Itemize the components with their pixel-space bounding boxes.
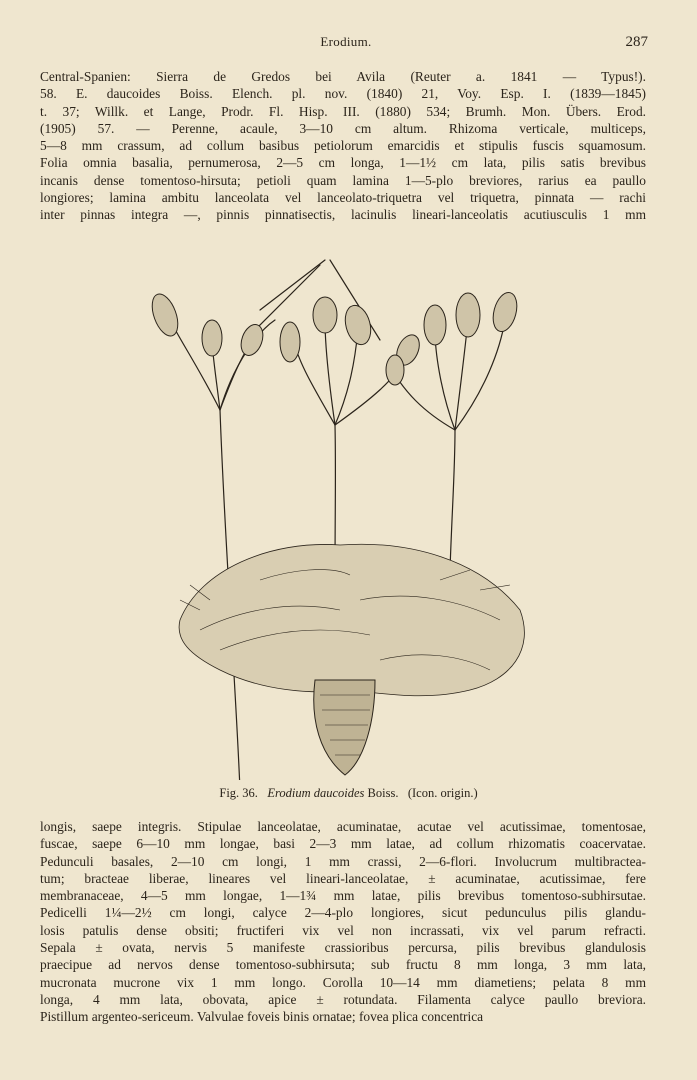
text-line: longis, saepe integris. Stipulae lanceolatae, acuminatae, acutae vel acutissimae, tomentosae, xyxy=(40,819,646,834)
text-line: 58. E. daucoides Boiss. Elench. pl. nov. (1840) 21, Voy. Esp. I. (1839—1845) xyxy=(40,86,646,102)
caption-species: Erodium daucoides xyxy=(267,786,365,800)
caption-label: Fig. 36. xyxy=(219,786,258,800)
caption-source: (Icon. origin.) xyxy=(407,786,478,800)
text-line: Pedunculi basales, 2—10 cm longi, 1 mm crassi, 2—6-flori. Involucrum multibractea- xyxy=(40,853,646,869)
text-line: longa, 4 mm lata, obovata, apice ± rotundata. Filamenta calyce paullo breviora. xyxy=(40,991,646,1007)
text-line: membranaceae, 4—5 mm longae, 1—1¾ mm latae, pilis brevibus tomentoso-subhirsutae. xyxy=(40,888,646,904)
text-line: tum; bracteae liberae, lineares vel lineari-lanceolatae, ± acuminatae, acutissimae, fere xyxy=(40,870,646,886)
text-line: praecipue ad nervos dense tomentoso-subhirsuta; sub fructu 8 mm longa, 3 mm lata, xyxy=(40,957,646,973)
text-line: Pistillum argenteo-sericeum. Valvulae foveis binis ornatae; fovea plica concentrica xyxy=(40,1009,484,1025)
plant-drawing xyxy=(140,250,560,780)
text-line: t. 37; Willk. et Lange, Prodr. Fl. Hisp. III. (1880) 534; Brumh. Mon. Übers. Erod. xyxy=(40,103,646,119)
text-line: 5—8 mm crassum, ad collum basibus petiolorum emarcidis et stipulis fuscis squamosum. xyxy=(40,138,646,154)
caption-author: Boiss. xyxy=(367,786,399,800)
text-line: losis patulis dense obsiti; fructiferi vix vel non incrassati, vix vel parum refracti. xyxy=(40,922,646,938)
text-line: Central-Spanien: Sierra de Gredos bei Avila (Reuter a. 1841 — Typus!). xyxy=(40,69,646,84)
figure-caption xyxy=(0,786,697,801)
paragraph-top xyxy=(40,68,646,224)
text-line: fuscae, saepe 6—10 mm longae, basi 2—3 mm latae, ad collum rhizomatis coacervatae. xyxy=(40,836,646,852)
paragraph-bottom xyxy=(40,818,646,1026)
text-line: Sepala ± ovata, nervis 5 manifeste crassioribus percursa, pilis brevibus glandulosis xyxy=(40,940,646,956)
text-line: longiores; lamina ambitu lanceolata vel lanceolato-triquetra vel triquetra, pinnata — rachi xyxy=(40,190,646,206)
text-line: inter pinnas integra —, pinnis pinnatisectis, lacinulis lineari-lanceolatis acutiusculis 1 mm xyxy=(40,207,646,223)
text-line: Folia omnia basalia, pernumerosa, 2—5 cm longa, 1—1½ cm lata, pilis satis brevibus xyxy=(40,155,646,171)
page-header xyxy=(40,34,652,54)
running-head: Erodium. xyxy=(320,34,372,49)
text-line: Pedicelli 1¼—2½ cm longi, calyce 2—4-plo longiores, sicut pedunculus pilis glandu- xyxy=(40,905,646,921)
page-number: 287 xyxy=(625,34,648,50)
text-line: incanis dense tomentoso-hirsuta; petioli quam lamina 1—5-plo breviores, rarius ea paullo xyxy=(40,172,646,188)
text-line: mucronata mucrone vix 1 mm longo. Corolla 10—14 mm diametiens; pelata 8 mm xyxy=(40,974,646,990)
text-line: (1905) 57. — Perenne, acaule, 3—10 cm altum. Rhizoma verticale, multiceps, xyxy=(40,120,646,136)
botanical-illustration xyxy=(140,250,560,780)
